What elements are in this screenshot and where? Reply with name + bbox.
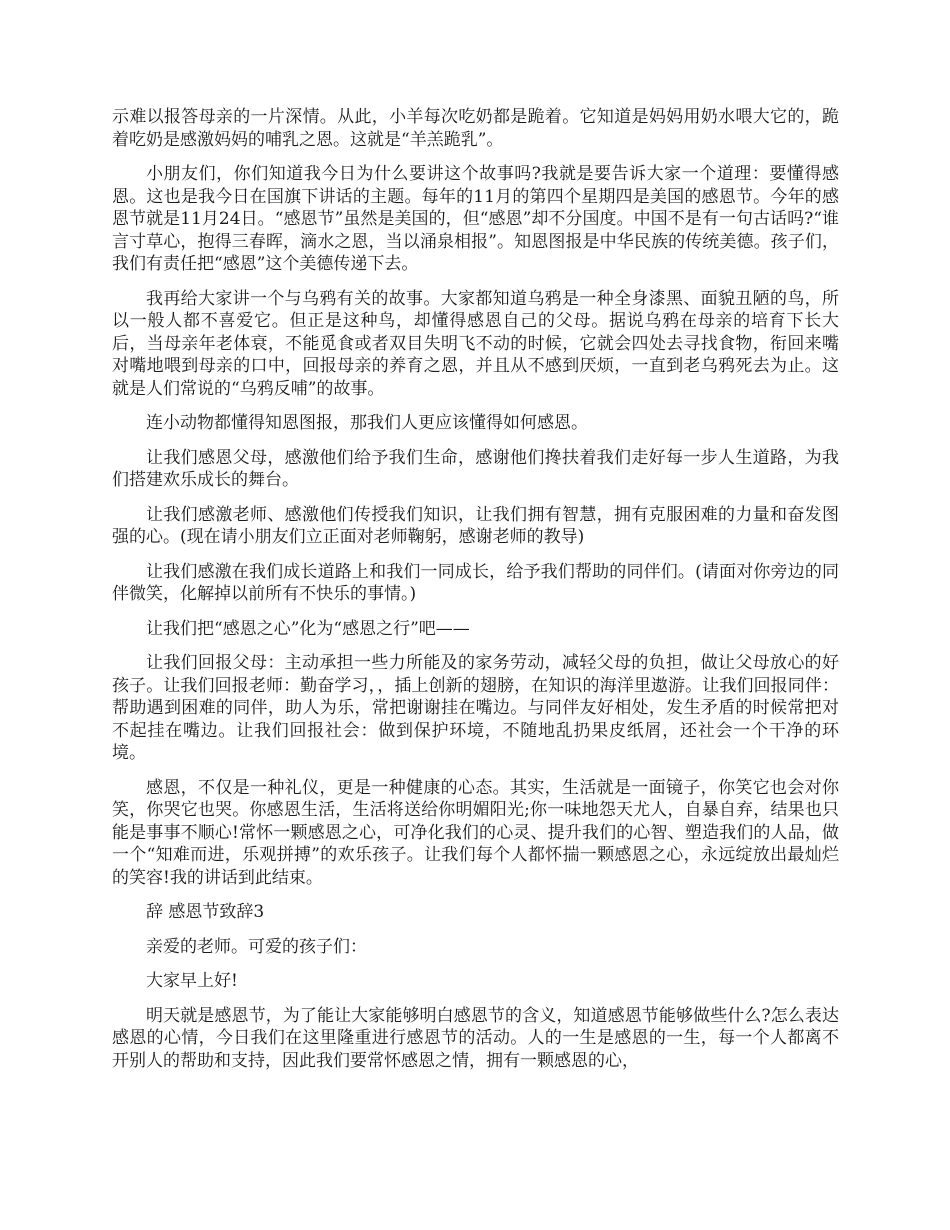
paragraph-thank-parents: 让我们感恩父母，感激他们给予我们生命，感谢他们搀扶着我们走好每一步人生道路，为我们搭建欢乐成长的舞台。 bbox=[112, 447, 839, 490]
paragraph-repay-everyone: 让我们回报父母：主动承担一些力所能及的家务劳动，减轻父母的负担，做让父母放心的好孩子。让我们回报老师：勤奋学习，，插上创新的翅膀，在知识的海洋里遨游。让我们回报同伴：帮助遇到困难的同伴，助人为乐，常把谢谢挂在嘴边。与同伴友好相处，发生矛盾的时候常把对不起挂在嘴边。让我们回报社会：做到保护环境，不随地乱扔果皮纸屑，还社会一个干净的环境。 bbox=[112, 653, 839, 763]
paragraph-greeting: 大家早上好! bbox=[146, 971, 238, 991]
document-body bbox=[112, 106, 839, 1084]
paragraph-gratitude-attitude: 感恩，不仅是一种礼仪，更是一种健康的心态。其实，生活就是一面镜子，你笑它也会对你笑，你哭它也哭。你感恩生活，生活将送给你明媚阳光;你一味地怨天尤人，自暴自弃，结果也只能是事事不顺心!常怀一颗感恩之心，可净化我们的心灵、提升我们的心智、塑造我们的人品，做一个“知难而进，乐观拼搏”的欢乐孩子。让我们每个人都怀揣一颗感恩之心，永远绽放出最灿烂的笑容!我的讲话到此结束。 bbox=[112, 777, 839, 888]
section-heading-speech-3: 辞 感恩节致辞3 bbox=[146, 902, 265, 922]
paragraph-gratitude-theme: 小朋友们，你们知道我今日为什么要讲这个故事吗?我就是要告诉大家一个道理：要懂得感恩。这也是我今日在国旗下讲话的主题。每年的11月的第四个星期四是美国的感恩节。今年的感恩节就是11月24日。“感恩节”虽然是美国的，但“感恩”却不分国度。中国不是有一句古话吗?“谁言寸草心，抱得三春晖，滴水之恩，当以涌泉相报”。知恩图报是中华民族的传统美德。孩子们，我们有责任把“感恩”这个美德传递下去。 bbox=[112, 164, 839, 274]
paragraph-thanksgiving-tomorrow: 明天就是感恩节，为了能让大家能够明白感恩节的含义，知道感恩节能够做些什么?怎么表达感恩的心情，今日我们在这里隆重进行感恩节的活动。人的一生是感恩的一生，每一个人都离不开别人的帮助和支持，因此我们要常怀感恩之情，拥有一颗感恩的心， bbox=[112, 1005, 839, 1071]
paragraph-animals-gratitude: 连小动物都懂得知恩图报，那我们人更应该懂得如何感恩。 bbox=[146, 413, 588, 433]
paragraph-salutation: 亲爱的老师。可爱的孩子们： bbox=[146, 936, 367, 957]
paragraph-heart-to-action: 让我们把“感恩之心”化为“感恩之行”吧—— bbox=[146, 618, 470, 639]
paragraph-thank-peers: 让我们感激在我们成长道路上和我们一同成长，给予我们帮助的同伴们。(请面对你旁边的同伴微笑，化解掉以前所有不快乐的事情。) bbox=[112, 561, 839, 604]
paragraph-lamb-kneeling: 示难以报答母亲的一片深情。从此，小羊每次吃奶都是跪着。它知道是妈妈用奶水喂大它的，跪着吃奶是感激妈妈的哺乳之恩。这就是“羊羔跪乳”。 bbox=[112, 107, 839, 150]
paragraph-crow-story: 我再给大家讲一个与乌鸦有关的故事。大家都知道乌鸦是一种全身漆黑、面貌丑陋的鸟，所以一般人都不喜爱它。但正是这种鸟，却懂得感恩自己的父母。据说乌鸦在母亲的培育下长大后，当母亲年老体衰，不能觅食或者双目失明飞不动的时候，它就会四处去寻找食物，衔回来嘴对嘴地喂到母亲的口中，回报母亲的养育之恩，并且从不感到厌烦，一直到老乌鸦死去为止。这就是人们常说的“乌鸦反哺”的故事。 bbox=[112, 288, 839, 399]
paragraph-thank-teachers: 让我们感激老师、感激他们传授我们知识，让我们拥有智慧，拥有克服困难的力量和奋发图强的心。(现在请小朋友们立正面对老师鞠躬，感谢老师的教导) bbox=[112, 504, 839, 547]
